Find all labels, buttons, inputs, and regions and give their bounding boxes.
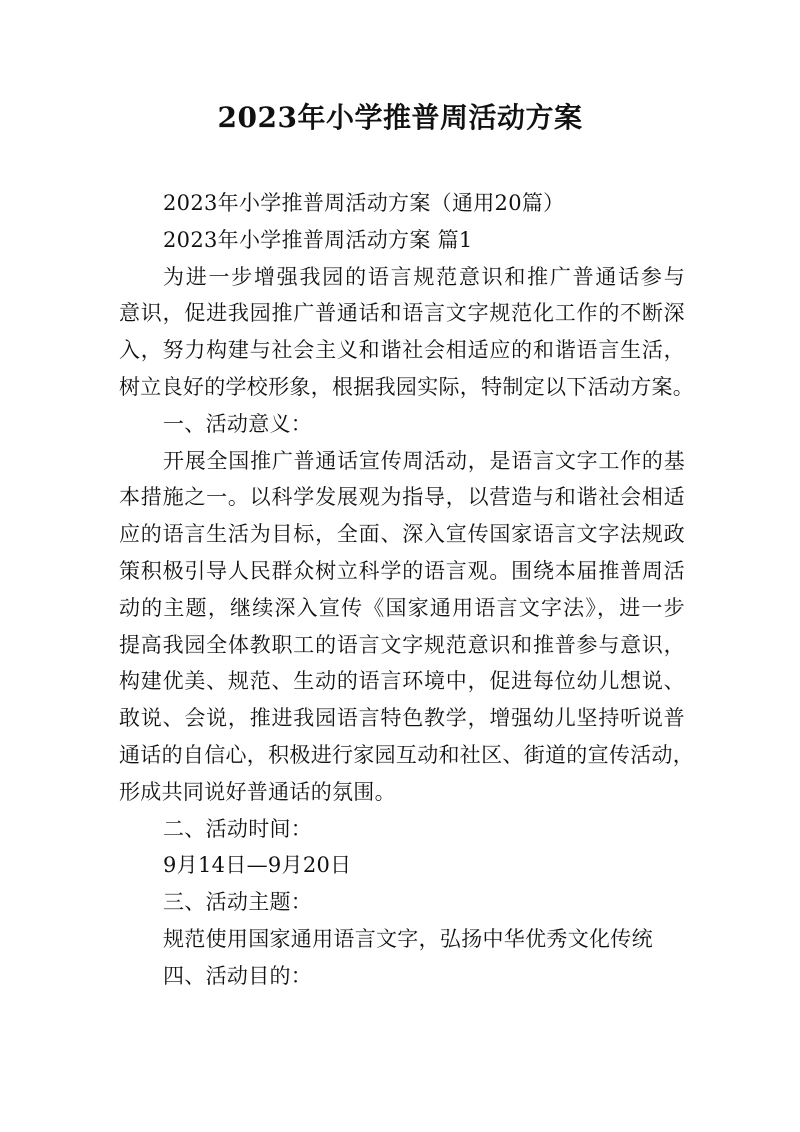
paragraph-line: 开展全国推广普通话宣传周活动，是语言文字工作的基 — [163, 448, 685, 473]
paragraph-line: 入，努力构建与社会主义和谐社会相适应的和谐语言生活， — [119, 338, 685, 363]
paragraph-line: 策积极引导人民群众树立科学的语言观。围绕本届推普周活 — [119, 558, 685, 583]
document-body — [119, 185, 695, 995]
section-heading-line: 三、活动主题： — [163, 890, 313, 915]
paragraph-line: 规范使用国家通用语言文字，弘扬中华优秀文化传统 — [163, 926, 653, 951]
paragraph-line: 树立良好的学校形象，根据我园实际，特制定以下活动方案。 — [119, 374, 695, 399]
paragraph-line: 应的语言生活为目标，全面、深入宣传国家语言文字法规政 — [119, 522, 685, 547]
paragraph-line: 动的主题，继续深入宣传《国家通用语言文字法》，进一步 — [119, 595, 685, 620]
paragraph-line: 本措施之一。以科学发展观为指导，以营造与和谐社会相适 — [119, 485, 685, 510]
subtitle-line: 2023年小学推普周活动方案（通用20篇） — [163, 191, 565, 215]
paragraph-line: 形成共同说好普通话的氛围。 — [119, 779, 396, 804]
section-heading-line: 2023年小学推普周活动方案 篇1 — [163, 227, 473, 252]
paragraph-line: 提高我园全体教职工的语言文字规范意识和推普参与意识， — [119, 632, 685, 657]
paragraph-line: 构建优美、规范、生动的语言环境中，促进每位幼儿想说、 — [119, 669, 685, 694]
section-heading-line: 一、活动意义： — [163, 411, 313, 436]
paragraph-line: 意识，促进我园推广普通话和语言文字规范化工作的不断深 — [119, 301, 685, 326]
paragraph-line: 为进一步增强我园的语言规范意识和推广普通话参与 — [163, 264, 685, 289]
section-heading-line: 四、活动目的： — [163, 963, 313, 988]
paragraph-line: 敢说、会说，推进我园语言特色教学，增强幼儿坚持听说普 — [119, 706, 685, 731]
document-title: 2023年小学推普周活动方案 — [217, 101, 583, 134]
section-heading-line: 二、活动时间： — [163, 816, 313, 841]
paragraph-line: 9月14日—9月20日 — [163, 853, 352, 878]
paragraph-line: 通话的自信心，积极进行家园互动和社区、街道的宣传活动， — [119, 742, 695, 767]
